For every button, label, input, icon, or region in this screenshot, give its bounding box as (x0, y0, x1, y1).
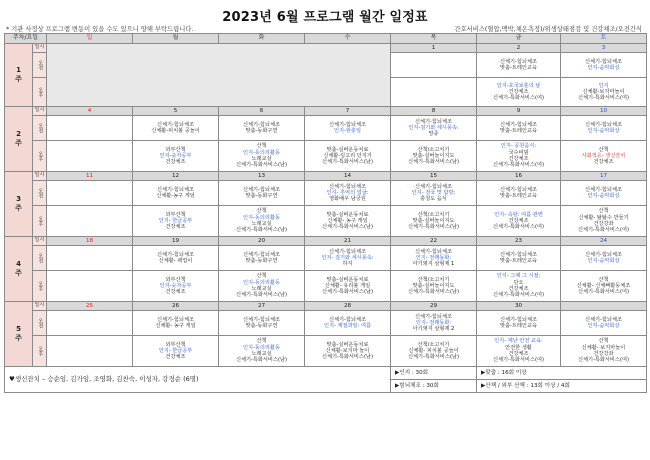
slot-snack-label: 일시 (33, 302, 47, 311)
program-line: 인지- 전래동화: (415, 254, 452, 261)
birthday-note: ♥생신잔치 – 승순임, 김가임, 조영화, 김찬숙, 이성자, 강정순 (6명) (5, 367, 391, 393)
slot-am-label: 오전 (33, 53, 47, 78)
notice-text: * 기관 사정상 프로그램 변동이 있을 수도 있으니 양해 부탁드립니다. (6, 26, 194, 33)
program-line: 산책 (598, 208, 609, 215)
program-line: 신체기-특화서비스(여) (492, 162, 545, 169)
program-cell (561, 206, 647, 237)
program-line: 신체활- 탈탈수 만들기 (578, 214, 629, 221)
program-line: 인지-숫자공부 (159, 152, 192, 159)
header-thu: 목 (391, 34, 477, 44)
program-line: 신체기-힘뇌체조 (243, 121, 280, 128)
program-cell (305, 141, 391, 172)
program-cell (561, 246, 647, 271)
program-line: 건강체조 (165, 159, 186, 166)
program-line: 신체활- 유리볼 게임 (324, 282, 371, 289)
program-line: 신체기-힘뇌체조 (157, 186, 194, 193)
date-cell: 19 (133, 237, 219, 246)
program-line: 신체기-특화서비스(남) (407, 289, 460, 296)
program-line: 영화배우 남궁원 (329, 196, 366, 203)
program-line: 인지- 추억의 얼굴: (326, 189, 369, 196)
stat-cognitive: ▶인지 : 30회 (391, 367, 477, 380)
pm-row (5, 336, 647, 367)
program-cell (305, 116, 391, 141)
program-cell (477, 116, 561, 141)
program-line: 사회적응- 생신잔치 (581, 152, 626, 159)
program-cell (219, 141, 305, 172)
stat-walk: ▶산책 / 외부 산책 : 13회 이상 / 4회 (477, 380, 647, 393)
pm-row (5, 141, 647, 172)
program-line: 노래교실 (251, 156, 272, 162)
program-line: 산책 (598, 146, 609, 153)
program-cell (477, 78, 561, 107)
program-line: 신체기-힘뇌체조 (415, 183, 452, 190)
date-cell: 9 (477, 107, 561, 116)
date-cell: 5 (133, 107, 219, 116)
program-line: 산책/소고치기 (417, 211, 450, 218)
date-cell: 24 (561, 237, 647, 246)
program-line: 인지- 속담: 여름 관련 (494, 211, 543, 218)
program-line: 건강체조 (165, 354, 186, 361)
empty-cell (47, 181, 133, 206)
program-line: 외부산책 (165, 276, 186, 283)
program-line: 신체기-힘뇌체조 (415, 313, 452, 320)
program-line: 산책 (598, 276, 609, 283)
program-line: 맞춤-트레인교육 (500, 258, 537, 264)
program-cell (561, 116, 647, 141)
program-line: 신체기-특화서비스(여) (492, 224, 545, 231)
program-line: 신체기-특화서비스(남) (235, 357, 288, 364)
program-line: 맞춤-동화구연 (245, 323, 278, 329)
program-line: 신체기-힘뇌체조 (157, 316, 194, 323)
program-line: 건강체조 (508, 88, 529, 95)
program-line: 신체기-힘뇌체조 (500, 316, 537, 323)
header-mon: 월 (133, 34, 219, 44)
program-line: 건강체조 (508, 351, 529, 357)
program-line: 하지 (342, 261, 353, 268)
program-line: 맞춤-동화구연 (245, 258, 278, 264)
program-line: 신체활-링고리 던지기 (323, 152, 372, 159)
program-line: 인지- 걸기와 세시풍속: (321, 254, 374, 261)
date-row (5, 44, 647, 53)
date-cell: 8 (391, 107, 477, 116)
program-line: 신체기-힘뇌체조 (329, 316, 366, 323)
program-line: 아기돼지 삼형제 2 (412, 326, 455, 333)
program-line: 맞춤-실버놀이지도 (412, 152, 455, 159)
program-line: 인지-동의리활동 (243, 214, 280, 221)
program-line: 맞춤-실버운동치료 (326, 146, 369, 153)
program-cell (477, 53, 561, 78)
empty-days-block (47, 44, 391, 107)
program-line: 신체기-특화서비스(남) (321, 224, 374, 231)
date-cell: 21 (305, 237, 391, 246)
slot-pm-label: 오후 (33, 271, 47, 302)
footer-row (5, 367, 647, 380)
slot-am-label: 오전 (33, 116, 47, 141)
header-row (5, 34, 647, 44)
date-cell: 26 (133, 302, 219, 311)
program-line: 신체기-특화서비스(여) (492, 95, 545, 102)
program-line: 신체기-특화서비스(남) (407, 159, 460, 166)
program-line: 단오 (513, 279, 524, 286)
program-line: 신체기-힘뇌체조 (415, 118, 452, 125)
date-cell: 3 (561, 44, 647, 53)
program-line: 신체기-특화서비스(여) (577, 289, 630, 296)
program-cell (133, 181, 219, 206)
date-cell: 22 (391, 237, 477, 246)
program-line: 외부산책 (165, 211, 186, 218)
program-cell (133, 311, 219, 336)
date-cell: 23 (477, 237, 561, 246)
program-line: 충청도 음식 (420, 196, 447, 203)
week-day-header: 주차/요일 (5, 34, 47, 44)
program-line: 신체활-피치볼 공놀이 (151, 128, 200, 134)
date-row (5, 237, 647, 246)
program-line: 신체기-특화서비스(남) (235, 292, 288, 299)
week-label: 5 주 (5, 302, 33, 367)
program-line: 산책 (256, 143, 267, 150)
program-cell (219, 181, 305, 206)
program-line: 신체기-특화서비스(남) (321, 354, 374, 361)
program-line: 신체활-농구 게임 (156, 193, 195, 199)
empty-cell (47, 206, 133, 237)
program-cell (391, 141, 477, 172)
empty-cell (47, 311, 133, 336)
program-line: 신체활- 농구 게임 (327, 217, 368, 224)
program-line: 산책 (598, 338, 609, 345)
program-cell (305, 336, 391, 367)
header-tue: 화 (219, 34, 305, 44)
slot-snack-label: 일시 (33, 237, 47, 246)
date-cell: 2 (477, 44, 561, 53)
program-line: 신체기-힘뇌체조 (329, 248, 366, 255)
date-row (5, 172, 647, 181)
program-line: 맞춤-실버놀이지도 (412, 217, 455, 224)
program-line: 신체기-힘뇌체조 (243, 316, 280, 323)
stat-custom: ▶맞춤 : 16회 이상 (477, 367, 647, 380)
date-cell: 29 (391, 302, 477, 311)
program-line: 신체기-힘뇌체조 (329, 183, 366, 190)
program-cell (561, 53, 647, 78)
slot-pm-label: 오후 (33, 78, 47, 107)
empty-cell (391, 53, 477, 78)
program-line: 건강강좌 (593, 221, 614, 227)
program-cell (561, 181, 647, 206)
program-line: 건강강좌 (593, 351, 614, 357)
program-line: 건강체조 (593, 159, 614, 166)
program-cell (561, 141, 647, 172)
program-line: 신체기-힘뇌체조 (243, 251, 280, 258)
program-cell (391, 246, 477, 271)
program-line: 신체활- 피치볼 공놀이 (408, 347, 459, 354)
program-cell (477, 181, 561, 206)
header-fri: 금 (477, 34, 561, 44)
header-wed: 수 (305, 34, 391, 44)
program-line: 인지-현충일 (334, 128, 361, 134)
program-line: 맞춤-트레인교육 (500, 193, 537, 199)
program-line: 국수비빔 (508, 149, 529, 156)
program-cell (477, 141, 561, 172)
program-cell (133, 116, 219, 141)
program-cell (133, 336, 219, 367)
program-line: 신체기-특화서비스(여) (492, 357, 545, 364)
header-sun: 일 (47, 34, 133, 44)
program-line: 신체활- 보지마놀이 (581, 344, 626, 351)
program-line: 산책 (256, 273, 267, 280)
program-cell (305, 246, 391, 271)
slot-snack-label: 일시 (33, 44, 47, 53)
program-cell (477, 246, 561, 271)
program-line: 맞춤-동화구연 (245, 128, 278, 134)
program-line: 신체기-힘뇌체조 (500, 251, 537, 258)
program-line: 인지- 재난 안전 교육: (494, 338, 543, 345)
program-line: 산책 (256, 208, 267, 215)
program-cell (391, 311, 477, 336)
date-cell: 17 (561, 172, 647, 181)
program-cell (133, 271, 219, 302)
program-line: 인지-숨악회상 (587, 323, 620, 329)
program-line: 건강체조 (165, 289, 186, 296)
slot-am-label: 오전 (33, 311, 47, 336)
pm-row (5, 206, 647, 237)
daily-service-legend: 간호서비스(혈압,맥박,체온측정)/위생상태점검 및 건강체조/오전간식 (454, 26, 642, 33)
program-line: 아기돼지 삼형제 1 (412, 261, 455, 268)
date-cell: 14 (305, 172, 391, 181)
program-line: 신체기-특화서비스(남) (321, 159, 374, 166)
date-cell: 16 (477, 172, 561, 181)
program-line: 산책/소고치기 (417, 341, 450, 348)
am-row (5, 311, 647, 336)
program-line: 맞춤-실버운동치료 (326, 276, 369, 283)
date-cell: 20 (219, 237, 305, 246)
program-line: 노래교실 (251, 286, 272, 292)
date-cell: 1 (391, 44, 477, 53)
program-cell (219, 336, 305, 367)
date-cell (561, 302, 647, 311)
program-line: 인지-숫자공부 (159, 282, 192, 289)
program-cell (561, 336, 647, 367)
program-line: 인지 (598, 82, 609, 89)
date-cell: 30 (477, 302, 561, 311)
program-line: 건강체조 (165, 224, 186, 231)
date-row (5, 107, 647, 116)
program-line: 신체기-특화서비스(여) (577, 357, 630, 364)
page-title: 2023년 6월 프로그램 월간 일정표 (222, 10, 428, 25)
date-cell: 13 (219, 172, 305, 181)
program-cell (391, 336, 477, 367)
program-line: 인지- 계절과일: 여름 (323, 323, 371, 329)
program-line: 외부산책 (165, 146, 186, 153)
program-line: 신체기-힘뇌체조 (585, 121, 622, 128)
program-cell (133, 206, 219, 237)
am-row (5, 246, 647, 271)
program-line: 신체기-힘뇌체조 (157, 251, 194, 258)
program-cell (305, 271, 391, 302)
program-line: 신체활- 팩업이 (158, 258, 193, 264)
program-cell (219, 116, 305, 141)
program-line: 건강체조 (508, 217, 529, 224)
program-cell (305, 206, 391, 237)
program-line: 신체활- 신체뼈활동체조 (576, 282, 631, 289)
date-cell: 4 (47, 107, 133, 116)
slot-am-label: 오전 (33, 181, 47, 206)
program-cell (219, 206, 305, 237)
program-line: 신체기-힘뇌체조 (243, 186, 280, 193)
program-line: 신체기-힘뇌체조 (500, 186, 537, 193)
program-line: 인지-동의리활동 (243, 279, 280, 286)
program-line: 신체기-특화서비스(남) (407, 224, 460, 231)
program-line: 인지- 그때 그 시절: (496, 273, 541, 280)
program-line: 신체활-보지마놀이 (582, 88, 625, 95)
date-cell: 27 (219, 302, 305, 311)
program-line: 건강체조 (508, 156, 529, 162)
date-cell: 12 (133, 172, 219, 181)
program-line: 신체기-특화서비스(여) (492, 292, 545, 299)
date-cell: 28 (305, 302, 391, 311)
program-line: 맞춤-실버운동치료 (326, 211, 369, 218)
program-line: 맞춤-트레인교육 (500, 128, 537, 134)
program-line: 맞춤-실버운동치료 (326, 341, 369, 348)
empty-cell (47, 246, 133, 271)
program-cell (305, 311, 391, 336)
program-line: 인지-숨악회상 (587, 128, 620, 134)
program-line: 맞춤-트레인교육 (500, 65, 537, 71)
program-line: 신체기-힘뇌체조 (585, 58, 622, 65)
stat-brain-exercise: ▶힘뇌체조 : 30회 (391, 380, 477, 393)
program-line: 노래교실 (251, 221, 272, 227)
header-sat: 토 (561, 34, 647, 44)
program-line: 산책/소고치기 (417, 146, 450, 153)
program-cell (133, 141, 219, 172)
program-line: 인지- 전래동화: (415, 319, 452, 326)
empty-cell (47, 271, 133, 302)
empty-cell (47, 336, 133, 367)
program-line: 신체활-보지마 놀이 (325, 347, 370, 354)
program-line: 신체기-힘뇌체조 (415, 248, 452, 255)
program-line: 외부산책 (165, 341, 186, 348)
date-cell: 7 (305, 107, 391, 116)
am-row (5, 116, 647, 141)
program-line: 인지-호국보훈의 날 (496, 82, 541, 89)
program-line: 신체기-특화서비스(남) (407, 354, 460, 361)
empty-cell (47, 116, 133, 141)
program-cell (391, 206, 477, 237)
slot-pm-label: 오후 (33, 206, 47, 237)
program-line: 신체기-힘뇌체조 (585, 251, 622, 258)
program-cell (477, 311, 561, 336)
program-line: 산책 (256, 338, 267, 345)
slot-am-label: 오전 (33, 246, 47, 271)
week-label: 1 주 (5, 44, 33, 107)
program-line: 인지-숨악회상 (587, 258, 620, 264)
program-line: 인지-숨악회상 (587, 193, 620, 199)
date-cell: 15 (391, 172, 477, 181)
program-line: 산책/소고치기 (417, 276, 450, 283)
pm-row (5, 271, 647, 302)
program-line: 인지-걸기와 세시풍속: (408, 124, 459, 131)
date-cell: 6 (219, 107, 305, 116)
monthly-schedule-table (4, 33, 647, 393)
program-cell (305, 181, 391, 206)
program-line: 맞춤-동화구연 (245, 193, 278, 199)
program-line: 신체기-특화서비스(여) (577, 95, 630, 102)
program-cell (477, 336, 561, 367)
program-line: 신체기-특화서비스(남) (321, 289, 374, 296)
program-line: 안전한 생활 (505, 344, 532, 351)
program-cell (391, 116, 477, 141)
program-line: 인지- 한글공부 (158, 217, 193, 224)
program-line: 신체활- 농구 게임 (155, 323, 196, 329)
program-line: 인지-동의리활동 (243, 344, 280, 351)
program-line: 신체기-힘뇌체조 (500, 121, 537, 128)
program-cell (561, 311, 647, 336)
program-cell (219, 311, 305, 336)
program-cell (391, 271, 477, 302)
program-cell (219, 246, 305, 271)
program-line: 신체기-힘뇌체조 (329, 121, 366, 128)
program-cell (219, 271, 305, 302)
program-line: 신체기-힘뇌체조 (585, 186, 622, 193)
program-cell (391, 181, 477, 206)
program-line: 인지- 전국 맛 탐방: (411, 189, 456, 196)
program-line: 신체기-특화서비스(여) (577, 227, 630, 234)
program-line: 인지-동의리활동 (243, 149, 280, 156)
week-label: 4 주 (5, 237, 33, 302)
program-line: 신체기-힘뇌체조 (500, 58, 537, 65)
program-cell (133, 246, 219, 271)
program-line: 인지- 한글공부 (158, 347, 193, 354)
week-label: 3 주 (5, 172, 33, 237)
program-line: 인지- 공원음식: (500, 143, 537, 150)
slot-pm-label: 오후 (33, 141, 47, 172)
program-cell (561, 271, 647, 302)
program-line: 맞춤-실버놀이지도 (412, 282, 455, 289)
program-line: 신체기-특화서비스(남) (235, 162, 288, 169)
slot-snack-label: 일시 (33, 172, 47, 181)
program-cell (477, 206, 561, 237)
program-line: 신체기-힘뇌체조 (585, 316, 622, 323)
date-cell: 10 (561, 107, 647, 116)
date-cell: 11 (47, 172, 133, 181)
date-row (5, 302, 647, 311)
program-line: 맞춤-트레인교육 (500, 323, 537, 329)
week-label: 2 주 (5, 107, 33, 172)
program-line: 노래교실 (251, 351, 272, 357)
program-line: 신체기-특화서비스(남) (235, 227, 288, 234)
program-line: 건강체조 (508, 286, 529, 292)
program-line: 인지-숨악회상 (587, 65, 620, 71)
date-cell: 25 (47, 302, 133, 311)
program-cell (477, 271, 561, 302)
program-line: 망종 (428, 131, 439, 138)
empty-cell (391, 78, 477, 107)
slot-pm-label: 오후 (33, 336, 47, 367)
am-row (5, 181, 647, 206)
slot-snack-label: 일시 (33, 107, 47, 116)
program-line: 신체기-힘뇌체조 (157, 121, 194, 128)
program-cell (561, 78, 647, 107)
date-cell: 18 (47, 237, 133, 246)
empty-cell (47, 141, 133, 172)
